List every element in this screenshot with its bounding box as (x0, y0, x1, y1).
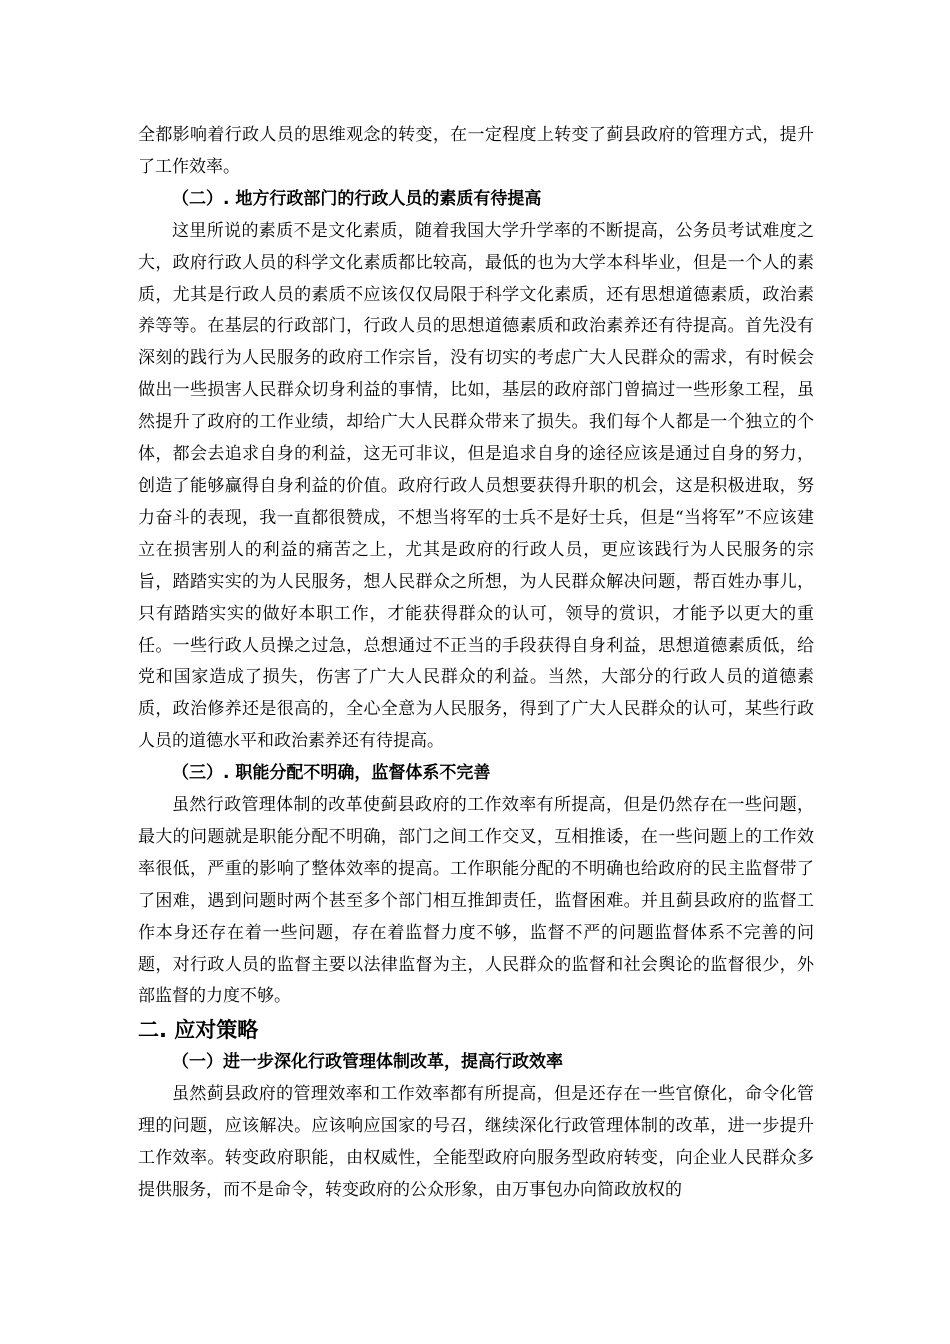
subheading-reform: （一）进一步深化行政管理体制改革，提高行政效率 (172, 1052, 563, 1073)
subheading-functions: （三）. 职能分配不明确，监督体系不完善 (172, 763, 491, 784)
document-body (138, 120, 814, 1207)
paragraph-quality: 这里所说的素质不是文化素质，随着我国大学升学率的不断提高，公务员考试难度之大，政府行政人员的科学文化素质都比较高，最低的也为大学本科毕业，但是一个人的素质，尤其是行政人员的素质不应该仅仅局限于科学文化素质，还有思想道德素质，政治素养等等。在基层的行政部门，行政人员的思想道德素质和政治素养还有待提高。首先没有深刻的践行为人民服务的政府工作宗旨，没有切实的考虑广大人民群众的需求，有时候会做出一些损害人民群众切身利益的事情，比如，基层的政府部门曾搞过一些形象工程，虽然提升了政府的工作业绩，却给广大人民群众带来了损失。我们每个人都是一个独立的个体，都会去追求自身的利益，这无可非议，但是追求自身的途径应该是通过自身的努力，创造了能够赢得自身利益的价值。政府行政人员想要获得升职的机会，这是积极进取，努力奋斗的表现，我一直都很赞成，不想当将军的士兵不是好士兵，但是“当将军”不应该建立在损害别人的利益的痛苦之上，尤其是政府的行政人员，更应该践行为人民服务的宗旨，踏踏实实的为人民服务，想人民群众之所想，为人民群众解决问题，帮百姓办事儿，只有踏踏实实的做好本职工作，才能获得群众的认可，领导的赏识，才能予以更大的重任。一些行政人员操之过急，总想通过不正当的手段获得自身利益，思想道德素质低，给党和国家造成了损失，伤害了广大人民群众的利益。当然，大部分的行政人员的道德素质，政治修养还是很高的，全心全意为人民服务，得到了广大人民群众的认可，某些行政人员的道德水平和政治素养还有待提高。 (138, 220, 814, 752)
subheading-quality: （二）. 地方行政部门的行政人员的素质有待提高 (172, 188, 542, 209)
paragraph-functions: 虽然行政管理体制的改革使蓟县政府的工作效率有所提高，但是仍然存在一些问题，最大的问题就是职能分配不明确，部门之间工作交叉，互相推诿，在一些问题上的工作效率很低，严重的影响了整体效率的提高。工作职能分配的不明确也给政府的民主监督带了了困难，遇到问题时两个甚至多个部门相互推卸责任，监督困难。并且蓟县政府的监督工作本身还存在着一些问题，存在着监督力度不够，监督不严的问题监督体系不完善的问题，对行政人员的监督主要以法律监督为主，人民群众的监督和社会舆论的监督很少，外部监督的力度不够。 (138, 795, 814, 1007)
paragraph-continuation: 全都影响着行政人员的思维观念的转变，在一定程度上转变了蓟县政府的管理方式，提升了工作效率。 (138, 125, 814, 177)
section-heading-strategy: 二. 应对策略 (138, 1018, 259, 1043)
paragraph-reform: 虽然蓟县政府的管理效率和工作效率都有所提高，但是还存在一些官僚化，命令化管理的问题，应该解决。应该响应国家的号召，继续深化行政管理体制的改革，进一步提升工作效率。转变政府职能，由权威性，全能型政府向服务型政府转变，向企业人民群众多提供服务，而不是命令，转变政府的公众形象，由万事包办向简政放权的 (138, 1084, 814, 1200)
